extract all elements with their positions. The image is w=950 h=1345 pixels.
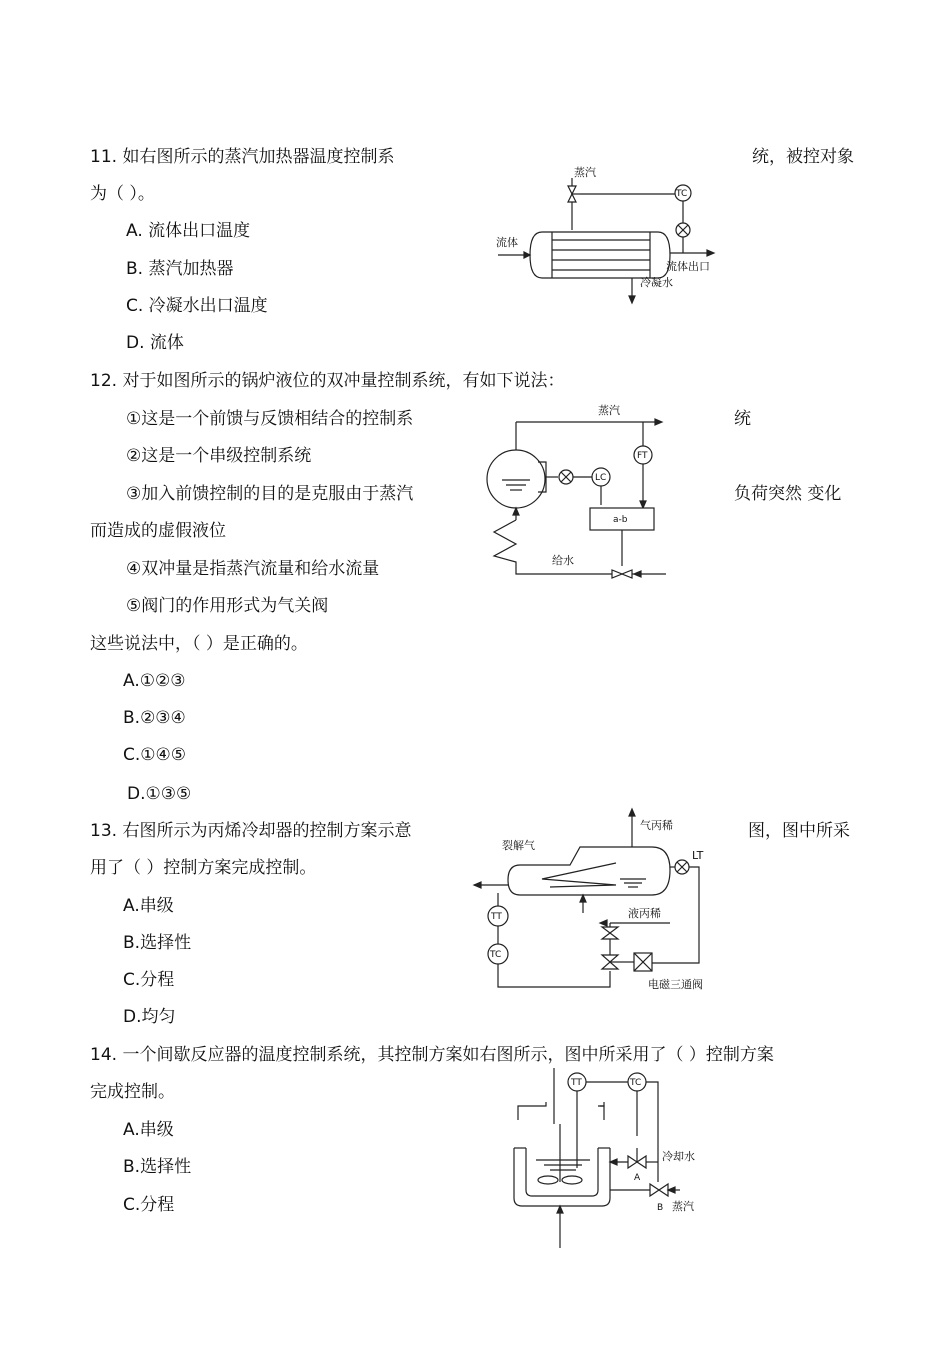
q12-option-a: A.①②③ — [123, 671, 186, 691]
q14-valve-a-icon — [628, 1156, 637, 1168]
q13-option-b: B.选择性 — [123, 933, 192, 953]
q12-option-b: B.②③④ — [123, 708, 186, 728]
q13-stem-line2: 用了（ ）控制方案完成控制。 — [90, 858, 317, 878]
q11-label-fluid-out: 流体出口 — [666, 260, 710, 273]
q13-stem-right: 图，图中所采 — [748, 821, 850, 841]
q12-label-ab: a-b — [613, 515, 628, 525]
q12-label-ft: FT — [637, 451, 648, 461]
q14-label-steam: 蒸汽 — [672, 1200, 694, 1213]
q11-label-tc: TC — [676, 189, 688, 199]
q12-boiler-diagram — [480, 400, 680, 585]
q12-statement-3: ③加入前馈控制的目的是克服由于蒸汽 — [126, 484, 414, 504]
q12-statement-1-end: 统 — [734, 409, 751, 429]
q12-label-feed: 给水 — [552, 554, 574, 567]
q14-valve-b-icon — [650, 1184, 659, 1196]
q11-option-a: A. 流体出口温度 — [126, 221, 251, 241]
q12-statement-3-line2: 而造成的虚假液位 — [90, 521, 226, 541]
q12-question: 这些说法中，（ ）是正确的。 — [90, 634, 308, 654]
q11-stem-right: 统，被控对象 — [752, 147, 854, 167]
q13-label-propylene-gas: 气丙稀 — [640, 819, 673, 832]
q12-option-c: C.①④⑤ — [123, 745, 186, 765]
q13-label-liquid-propylene: 液丙稀 — [628, 907, 661, 920]
q14-agitator-icon — [538, 1176, 558, 1184]
q11-option-b: B. 蒸汽加热器 — [126, 259, 234, 279]
q13-label-valve3: 电磁三通阀 — [648, 978, 703, 991]
q12-statement-5: ⑤阀门的作用形式为气关阀 — [126, 596, 329, 616]
q12-option-d: D.①③⑤ — [127, 784, 192, 804]
q13-option-d: D.均匀 — [123, 1007, 176, 1027]
q14-option-a: A.串级 — [123, 1120, 174, 1140]
q13-label-tc: TC — [490, 950, 502, 960]
q13-valve-2-icon — [602, 955, 618, 962]
q11-stem-left: 11. 如右图所示的蒸汽加热器温度控制系 — [90, 147, 395, 167]
q11-label-steam: 蒸汽 — [574, 166, 596, 179]
q12-statement-4: ④双冲量是指蒸汽流量和给水流量 — [126, 559, 380, 579]
q14-label-b: B — [657, 1203, 664, 1213]
q12-label-lc: LC — [595, 473, 607, 483]
q11-stem-line2: 为（ ）。 — [90, 184, 155, 204]
q12-drum-icon — [487, 450, 545, 508]
q14-stem-line2: 完成控制。 — [90, 1082, 175, 1102]
q13-option-c: C.分程 — [123, 970, 175, 990]
q12-statement-2: ②这是一个串级控制系统 — [126, 446, 312, 466]
q13-label-lt: LT — [692, 849, 704, 862]
q14-label-a: A — [634, 1173, 641, 1183]
q12-label-steam: 蒸汽 — [598, 404, 620, 417]
q14-reactor-diagram — [500, 1068, 710, 1248]
q11-label-condensate: 冷凝水 — [640, 276, 673, 289]
q12-stem: 12. 对于如图所示的锅炉液位的双冲量控制系统，有如下说法： — [90, 371, 565, 391]
q11-option-d: D. 流体 — [126, 333, 184, 353]
q13-valve-1-icon — [602, 927, 618, 933]
q14-label-tc: TC — [630, 1078, 642, 1088]
q12-statement-1: ①这是一个前馈与反馈相结合的控制系 — [126, 409, 414, 429]
q14-option-b: B.选择性 — [123, 1157, 192, 1177]
q12-statement-3-end: 负荷突然 变化 — [734, 484, 842, 504]
q13-label-tt: TT — [491, 912, 502, 922]
q13-cooler-diagram — [470, 805, 720, 995]
q13-option-a: A.串级 — [123, 896, 174, 916]
q14-label-tt: TT — [571, 1078, 582, 1088]
q11-heater-diagram — [490, 160, 730, 310]
q11-option-c: C. 冷凝水出口温度 — [126, 296, 268, 316]
q14-label-cooling-water: 冷却水 — [662, 1150, 695, 1163]
q14-stem: 14. 一个间歇反应器的温度控制系统，其控制方案如右图所示，图中所采用了（ ）控制方案 — [90, 1045, 774, 1065]
q13-stem-left: 13. 右图所示为丙烯冷却器的控制方案示意 — [90, 821, 412, 841]
q13-label-cracked-gas: 裂解气 — [502, 839, 535, 852]
q11-label-fluid: 流体 — [496, 236, 518, 249]
q14-option-c: C.分程 — [123, 1195, 175, 1215]
